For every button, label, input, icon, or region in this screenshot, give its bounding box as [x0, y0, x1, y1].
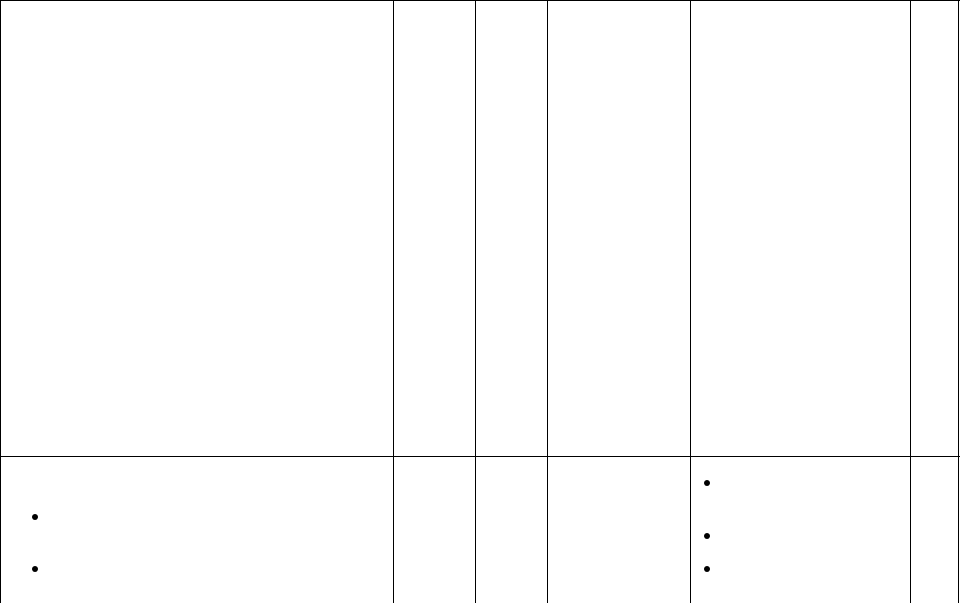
column-divider	[393, 0, 394, 603]
bullet-icon	[704, 533, 710, 539]
table-border-right	[958, 0, 959, 603]
bullet-icon	[704, 480, 710, 486]
bullet-icon	[32, 566, 38, 572]
bullet-icon	[32, 514, 38, 520]
bullet-icon	[704, 566, 710, 572]
column-divider	[910, 0, 911, 603]
column-divider	[475, 0, 476, 603]
row-divider	[0, 456, 960, 457]
column-divider	[690, 0, 691, 603]
table-border-top	[0, 0, 960, 1]
table-border-left	[0, 0, 1, 603]
column-divider	[547, 0, 548, 603]
